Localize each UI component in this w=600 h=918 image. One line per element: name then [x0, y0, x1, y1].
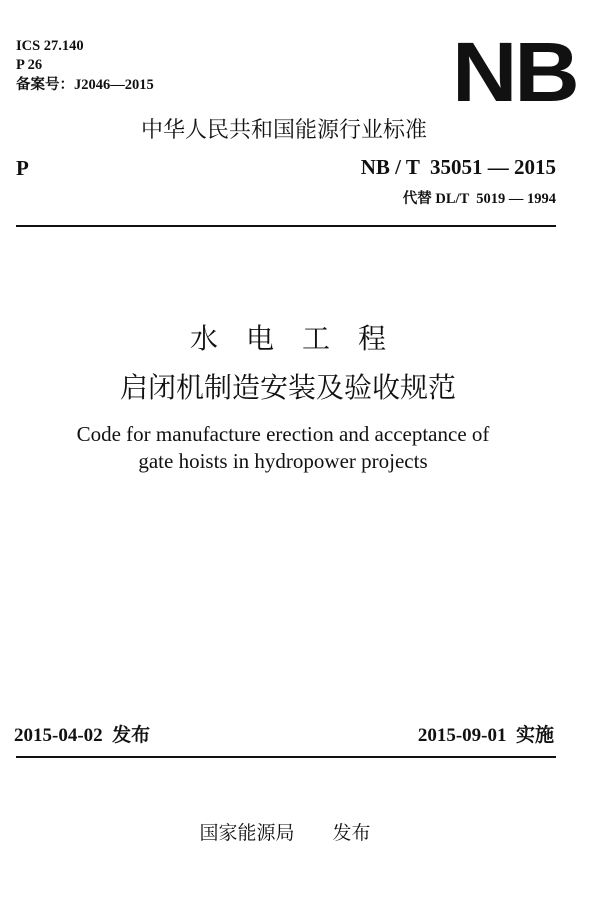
ccs-code: P 26	[16, 57, 43, 73]
replaces-standard: 代替 DL/T 5019 — 1994	[402, 191, 556, 207]
title-line-1: 水 电 工 程	[189, 322, 386, 355]
category-letter: P	[16, 156, 29, 180]
ics-code: ICS 27.140	[16, 38, 84, 54]
publisher: 国家能源局 发布	[199, 822, 371, 844]
english-title-line-2: gate hoists in hydropower projects	[138, 449, 428, 473]
record-number: 备案号：J2046—2015	[16, 77, 154, 93]
standard-number: NB / T 35051 — 2015	[360, 155, 556, 179]
header-divider	[16, 225, 556, 227]
footer-divider	[16, 756, 556, 758]
issuer-title: 中华人民共和国能源行业标准	[140, 118, 427, 143]
english-title-line-1: Code for manufacture erection and acceptance of	[76, 422, 490, 446]
issue-date: 2015-04-02 发布	[14, 725, 151, 746]
effective-date: 2015-09-01 实施	[417, 725, 554, 746]
nb-logo: NB	[452, 25, 577, 119]
title-line-2: 启闭机制造安装及验收规范	[119, 371, 456, 404]
